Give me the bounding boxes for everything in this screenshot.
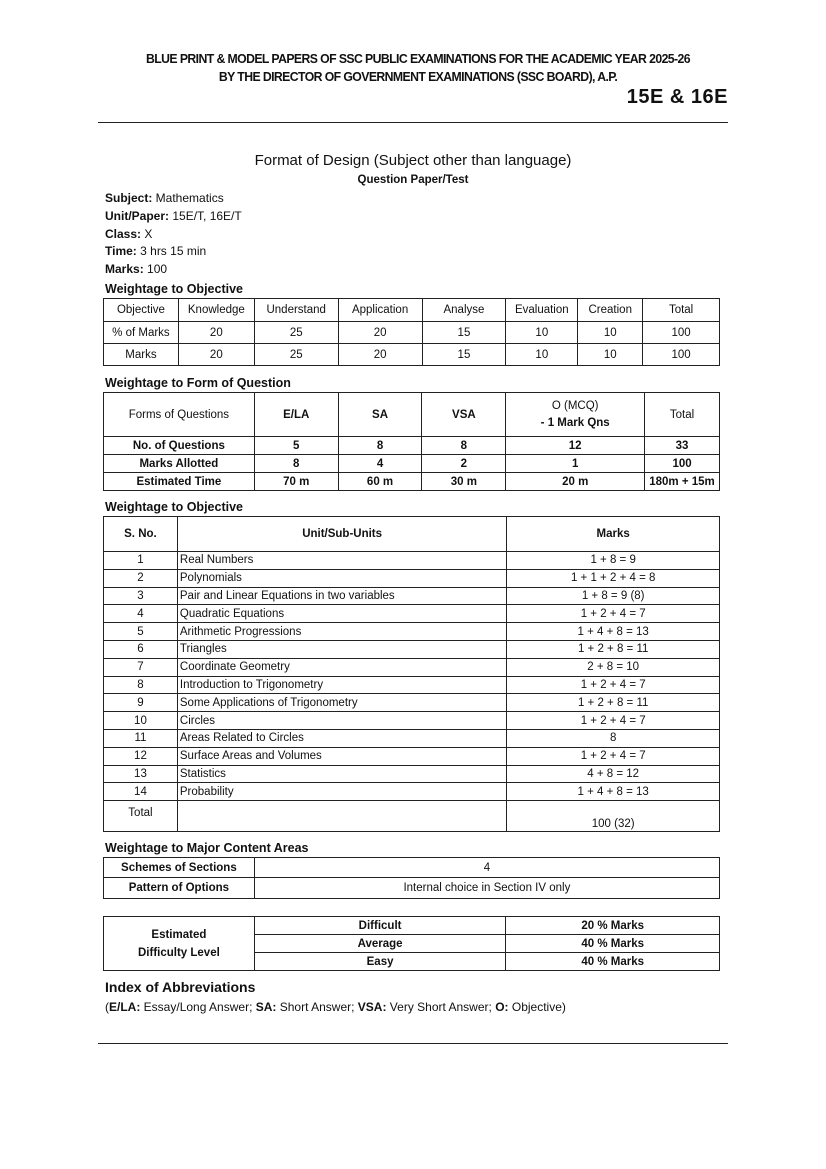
units-sno: 7 bbox=[104, 658, 178, 676]
content-value: Internal choice in Section IV only bbox=[254, 878, 719, 899]
units-marks: 8 bbox=[507, 729, 720, 747]
units-sno: 12 bbox=[104, 747, 178, 765]
units-row bbox=[104, 783, 720, 801]
objective-cell: 20 bbox=[338, 344, 422, 366]
units-total-row bbox=[104, 801, 720, 832]
units-marks: 1 + 8 = 9 bbox=[507, 552, 720, 570]
units-sno: 13 bbox=[104, 765, 178, 783]
units-row bbox=[104, 569, 720, 587]
form-header-mcq bbox=[506, 393, 645, 437]
objective-heading: Weightage to Objective bbox=[105, 282, 243, 296]
difficulty-table bbox=[103, 916, 720, 971]
form-table bbox=[103, 392, 720, 491]
form-cell: No. of Questions bbox=[104, 437, 255, 455]
difficulty-label-line1: Estimated bbox=[151, 928, 207, 941]
content-label: Schemes of Sections bbox=[104, 858, 255, 878]
form-row bbox=[104, 437, 720, 455]
bottom-divider bbox=[98, 1043, 728, 1044]
page-title: Format of Design (Subject other than language) bbox=[254, 152, 572, 169]
difficulty-percent: 40 % Marks bbox=[506, 935, 720, 953]
paper-code: 15E & 16E bbox=[626, 86, 728, 108]
units-name: Some Applications of Trigonometry bbox=[177, 694, 506, 712]
units-marks: 1 + 2 + 4 = 7 bbox=[507, 605, 720, 623]
units-marks: 1 + 2 + 4 = 7 bbox=[507, 676, 720, 694]
form-cell: 4 bbox=[338, 455, 422, 473]
form-cell: 100 bbox=[645, 455, 720, 473]
units-sno: 1 bbox=[104, 552, 178, 570]
form-header-row bbox=[104, 393, 720, 437]
objective-cell: 100 bbox=[643, 322, 720, 344]
difficulty-percent: 40 % Marks bbox=[506, 953, 720, 971]
units-marks: 1 + 2 + 8 = 11 bbox=[507, 694, 720, 712]
units-marks: 2 + 8 = 10 bbox=[507, 658, 720, 676]
form-cell: 1 bbox=[506, 455, 645, 473]
units-marks: 1 + 2 + 8 = 11 bbox=[507, 640, 720, 658]
form-cell: 8 bbox=[254, 455, 338, 473]
header-block bbox=[67, 50, 769, 86]
units-row bbox=[104, 605, 720, 623]
units-table bbox=[103, 516, 720, 832]
form-cell: 8 bbox=[422, 437, 506, 455]
objective-header: Understand bbox=[254, 299, 338, 322]
abbreviations-heading: Index of Abbreviations bbox=[105, 979, 256, 995]
objective-cell: 20 bbox=[178, 322, 254, 344]
units-name: Polynomials bbox=[177, 569, 506, 587]
units-name: Introduction to Trigonometry bbox=[177, 676, 506, 694]
objective-cell: Marks bbox=[104, 344, 179, 366]
units-row bbox=[104, 676, 720, 694]
objective-header: Knowledge bbox=[178, 299, 254, 322]
info-block bbox=[105, 190, 242, 279]
units-row bbox=[104, 729, 720, 747]
form-header: Forms of Questions bbox=[104, 393, 255, 437]
form-header: E/LA bbox=[254, 393, 338, 437]
units-row bbox=[104, 694, 720, 712]
content-label: Pattern of Options bbox=[104, 878, 255, 899]
form-cell: 30 m bbox=[422, 473, 506, 491]
form-row bbox=[104, 473, 720, 491]
units-total-empty bbox=[177, 801, 506, 832]
form-header-mcq-line2: - 1 Mark Qns bbox=[540, 416, 610, 429]
content-row bbox=[104, 878, 720, 899]
units-marks: 1 + 8 = 9 (8) bbox=[507, 587, 720, 605]
form-row bbox=[104, 455, 720, 473]
units-marks: 1 + 4 + 8 = 13 bbox=[507, 783, 720, 801]
form-cell: 60 m bbox=[338, 473, 422, 491]
form-cell: 12 bbox=[506, 437, 645, 455]
form-header: VSA bbox=[422, 393, 506, 437]
units-sno: 4 bbox=[104, 605, 178, 623]
units-header: S. No. bbox=[104, 517, 178, 552]
units-row bbox=[104, 552, 720, 570]
form-cell: Marks Allotted bbox=[104, 455, 255, 473]
units-marks: 4 + 8 = 12 bbox=[507, 765, 720, 783]
objective-cell: 25 bbox=[254, 322, 338, 344]
objective-cell: 10 bbox=[578, 322, 643, 344]
difficulty-row bbox=[104, 917, 720, 935]
difficulty-label-line2: Difficulty Level bbox=[137, 946, 220, 959]
header-line-1: BLUE PRINT & MODEL PAPERS OF SSC PUBLIC EXAMINATIONS FOR THE ACADEMIC YEAR 2025-26 bbox=[146, 52, 690, 66]
units-total-label: Total bbox=[104, 801, 178, 832]
difficulty-level: Difficult bbox=[254, 917, 506, 935]
units-name: Arithmetic Progressions bbox=[177, 623, 506, 641]
objective-cell: 25 bbox=[254, 344, 338, 366]
objective-cell: 20 bbox=[178, 344, 254, 366]
difficulty-level: Average bbox=[254, 935, 506, 953]
info-subject: Subject: Mathematics bbox=[105, 191, 224, 205]
content-table bbox=[103, 857, 720, 899]
header-line-2: BY THE DIRECTOR OF GOVERNMENT EXAMINATIONS (SSC BOARD), A.P. bbox=[218, 70, 618, 84]
units-header-row bbox=[104, 517, 720, 552]
objective-header: Objective bbox=[104, 299, 179, 322]
units-name: Surface Areas and Volumes bbox=[177, 747, 506, 765]
form-cell: 5 bbox=[254, 437, 338, 455]
objective-row bbox=[104, 344, 720, 366]
units-header: Marks bbox=[507, 517, 720, 552]
units-sno: 9 bbox=[104, 694, 178, 712]
objective-header: Analyse bbox=[422, 299, 506, 322]
form-cell: 8 bbox=[338, 437, 422, 455]
units-name: Real Numbers bbox=[177, 552, 506, 570]
units-body bbox=[104, 552, 720, 801]
units-name: Triangles bbox=[177, 640, 506, 658]
form-cell: 2 bbox=[422, 455, 506, 473]
objective-cell: 10 bbox=[506, 322, 578, 344]
units-row bbox=[104, 658, 720, 676]
form-cell: 180m + 15m bbox=[645, 473, 720, 491]
objective-header: Creation bbox=[578, 299, 643, 322]
units-marks: 1 + 4 + 8 = 13 bbox=[507, 623, 720, 641]
units-name: Probability bbox=[177, 783, 506, 801]
objective-cell: 10 bbox=[578, 344, 643, 366]
units-name: Quadratic Equations bbox=[177, 605, 506, 623]
info-unit-paper: Unit/Paper: 15E/T, 16E/T bbox=[105, 208, 242, 223]
objective-cell: % of Marks bbox=[104, 322, 179, 344]
units-row bbox=[104, 587, 720, 605]
form-cell: 33 bbox=[645, 437, 720, 455]
objective-header: Application bbox=[338, 299, 422, 322]
info-time: Time: 3 hrs 15 min bbox=[105, 244, 207, 259]
content-heading: Weightage to Major Content Areas bbox=[105, 841, 309, 855]
difficulty-percent: 20 % Marks bbox=[506, 917, 720, 935]
objective-header-row bbox=[104, 299, 720, 322]
units-name: Statistics bbox=[177, 765, 506, 783]
units-row bbox=[104, 747, 720, 765]
units-marks: 1 + 2 + 4 = 7 bbox=[507, 747, 720, 765]
abbreviations-text: (E/LA: Essay/Long Answer; SA: Short Answer; VSA: Very Short Answer; O: Objective) bbox=[105, 1000, 566, 1014]
objective-cell: 100 bbox=[643, 344, 720, 366]
objective-header: Total bbox=[643, 299, 720, 322]
objective-cell: 15 bbox=[422, 322, 506, 344]
units-row bbox=[104, 765, 720, 783]
info-class: Class: X bbox=[105, 226, 153, 241]
units-row bbox=[104, 640, 720, 658]
units-name: Circles bbox=[177, 712, 506, 730]
units-sno: 6 bbox=[104, 640, 178, 658]
objective-table bbox=[103, 298, 720, 366]
units-sno: 2 bbox=[104, 569, 178, 587]
form-header: Total bbox=[645, 393, 720, 437]
units-marks: 1 + 2 + 4 = 7 bbox=[507, 712, 720, 730]
units-sno: 14 bbox=[104, 783, 178, 801]
content-row bbox=[104, 858, 720, 878]
units-heading: Weightage to Objective bbox=[105, 500, 243, 514]
units-name: Areas Related to Circles bbox=[177, 729, 506, 747]
form-cell: Estimated Time bbox=[104, 473, 255, 491]
difficulty-label bbox=[104, 917, 255, 971]
units-sno: 5 bbox=[104, 623, 178, 641]
form-cell: 70 m bbox=[254, 473, 338, 491]
units-name: Coordinate Geometry bbox=[177, 658, 506, 676]
objective-cell: 20 bbox=[338, 322, 422, 344]
objective-header: Evaluation bbox=[506, 299, 578, 322]
units-row bbox=[104, 712, 720, 730]
info-marks: Marks: 100 bbox=[105, 262, 168, 277]
units-sno: 10 bbox=[104, 712, 178, 730]
units-sno: 3 bbox=[104, 587, 178, 605]
difficulty-level: Easy bbox=[254, 953, 506, 971]
page-subtitle: Question Paper/Test bbox=[357, 174, 469, 186]
form-header: SA bbox=[338, 393, 422, 437]
objective-cell: 15 bbox=[422, 344, 506, 366]
units-name: Pair and Linear Equations in two variables bbox=[177, 587, 506, 605]
units-sno: 11 bbox=[104, 729, 178, 747]
top-divider bbox=[98, 122, 728, 123]
units-row bbox=[104, 623, 720, 641]
form-header-mcq-line1: O (MCQ) bbox=[551, 399, 599, 412]
form-heading: Weightage to Form of Question bbox=[105, 376, 291, 390]
units-total-value: 100 (32) bbox=[507, 801, 720, 832]
units-header: Unit/Sub-Units bbox=[177, 517, 506, 552]
units-marks: 1 + 1 + 2 + 4 = 8 bbox=[507, 569, 720, 587]
units-sno: 8 bbox=[104, 676, 178, 694]
form-cell: 20 m bbox=[506, 473, 645, 491]
content-value: 4 bbox=[254, 858, 719, 878]
objective-cell: 10 bbox=[506, 344, 578, 366]
objective-row bbox=[104, 322, 720, 344]
